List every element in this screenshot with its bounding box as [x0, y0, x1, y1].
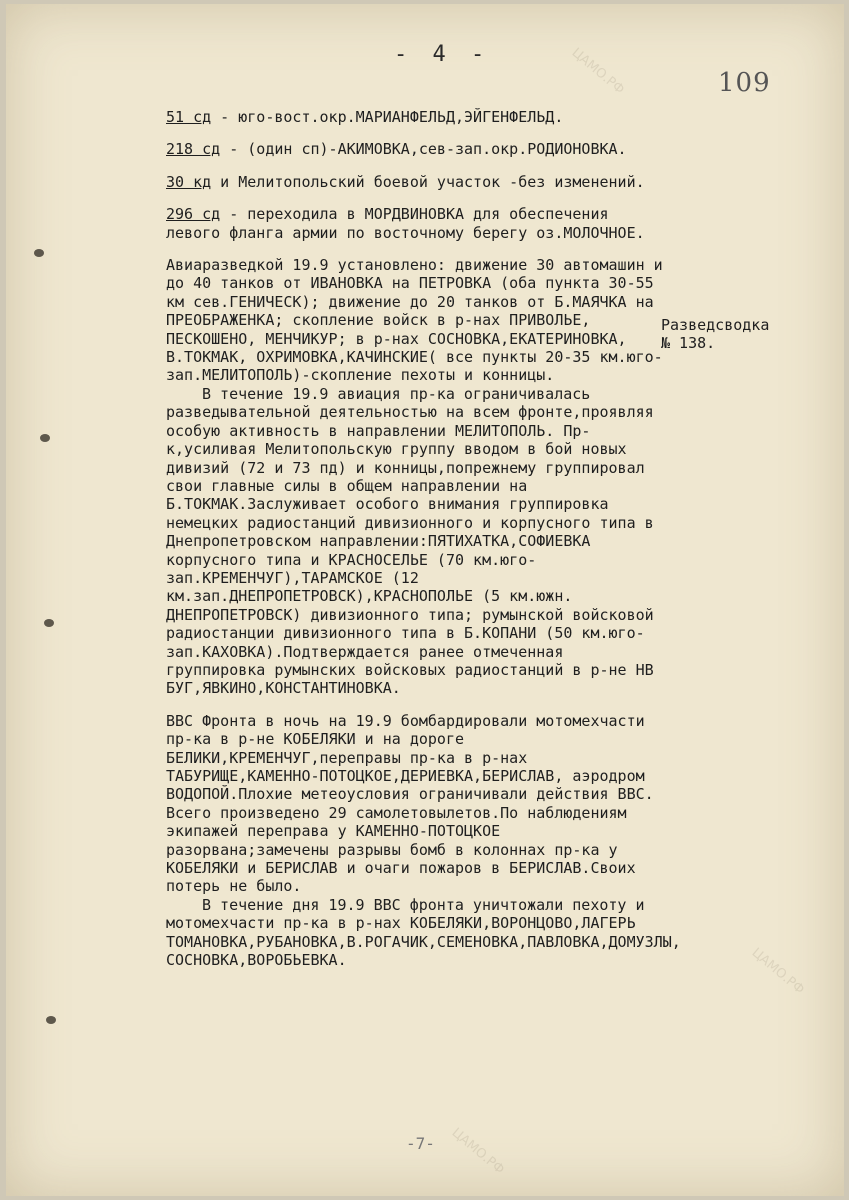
paragraph-enemy-aviation: В течение 19.9 авиация пр-ка ограничивалась разведывательной деятельностью на всем фронте,проявляя особую активность в направлении МЕЛИТОПОЛЬ. Пр-к,усиливая Мелитопольскую группу вводом в бой новых дивизий (72 и 73 пд) и конницы,попрежнему группировал свои главные силы в общем направлении на Б.ТОКМАК.Заслуживает особого внимания группировка немецких радиостанций дивизионного и корпусного типа в Днепропетровском направлении:ПЯТИХАТКА,СОФИЕВКА корпусного типа и КРАСНОСЕЛЬЕ (70 км.юго-зап.КРЕМЕНЧУГ),ТАРАМСКОЕ (12 км.зап.ДНЕПРОПЕТРОВСК),КРАСНОПОЛЬЕ (5 км.южн. ДНЕПРОПЕТРОВСК) дивизионного типа; румынской войсковой радиостанции дивизионного типа в Б.КОПАНИ (50 км.юго-зап.КАХОВКА).Подтверждается ранее отмеченная группировка румынских войсковых радиостанций в р-не НВ БУГ,ЯВКИНО,КОНСТАНТИНОВКА. — [166, 384, 654, 698]
paragraph-air-force-day: В течение дня 19.9 ВВС фронта уничтожали пехоту и мотомехчасти пр-ка в р-нах КОБЕЛЯКИ,ВОРОНЦОВО,ЛАГЕРЬ ТОМАНОВКА,РУБАНОВКА,В.РОГАЧИК,СЕМЕНОВКА,ПАВЛОВКА,ДОМУЗЛЫ, СОСНОВКА,ВОРОБЬЕВКА. — [166, 895, 681, 970]
unit-label: 30 кд — [166, 172, 212, 191]
margin-note-title: Разведсводка — [661, 316, 770, 334]
paragraph-text: - (один сп)-АКИМОВКА,сев-зап.окр.РОДИОНОВКА. — [220, 140, 627, 159]
page-number: - 4 - — [394, 42, 491, 67]
paragraph-218sd — [166, 140, 666, 158]
footer-mark: -7- — [406, 1134, 435, 1153]
paragraph-51sd — [166, 108, 666, 126]
report-body — [166, 108, 681, 983]
paragraph-text: - юго-вост.окр.МАРИАНФЕЛЬД,ЭЙГЕНФЕЛЬД. — [211, 108, 564, 126]
watermark: ЦАМО.РФ — [448, 1125, 507, 1178]
margin-note — [661, 316, 831, 352]
paragraph-air-recon: Авиаразведкой 19.9 установлено: движение 30 автомашин и до 40 танков от ИВАНОВКА на ПЕТРОВКА (оба пункта 30-55 км сев.ГЕНИЧЕСК); движение до 20 танков от Б.МАЯЧКА на ПРЕОБРАЖЕНКА; скопление войск в р-нах ПРИВОЛЬЕ, ПЕСКОШЕНО, МЕНЧИКУР; в р-нах СОСНОВКА,ЕКАТЕРИНОВКА, В.ТОКМАК, ОХРИМОВКА,КАЧИНСКИЕ( все пункты 20-35 км.юго-зап.МЕЛИТОПОЛЬ)-скопление пехоты и конницы. — [166, 256, 663, 385]
paragraph-air-force-night: ВВС Фронта в ночь на 19.9 бомбардировали мотомехчасти пр-ка в р-не КОБЕЛЯКИ и на дороге БЕЛИКИ,КРЕМЕНЧУГ,переправы пр-ка в р-нах ТАБУРИЩЕ,КАМЕННО-ПОТОЦКОЕ,ДЕРИЕВКА,БЕРИСЛАВ, аэродром ВОДОПОЙ.Плохие метеоусловия ограничивали действия ВВС. Всего произведено 29 самолетовылетов.По наблюдениям экипажей переправа у КАМЕННО-ПОТОЦКОЕ разорвана;замечены разрывы бомб в колоннах пр-ка у КОБЕЛЯКИ и БЕРИСЛАВ и очаги пожаров в БЕРИСЛАВ.Своих потерь не было. — [166, 711, 654, 896]
archive-page-number: 109 — [718, 68, 771, 98]
punch-hole-mark — [46, 1016, 56, 1024]
paragraph-296sd — [166, 205, 666, 242]
watermark: ЦАМО.РФ — [748, 945, 807, 998]
unit-label: 296 сд — [166, 205, 221, 224]
margin-note-number: № 138. — [661, 334, 716, 352]
unit-label: 51 сд — [166, 108, 212, 126]
document-page — [6, 4, 844, 1196]
punch-hole-mark — [34, 249, 44, 257]
punch-hole-mark — [40, 434, 50, 442]
unit-label: 218 сд — [166, 140, 221, 159]
paragraph-text: - переходила в МОРДВИНОВКА для обеспечения левого фланга армии по восточному берегу оз.МОЛОЧНОЕ. — [166, 205, 645, 242]
paragraph-30kd — [166, 173, 666, 191]
punch-hole-mark — [44, 619, 54, 627]
watermark: ЦАМО.РФ — [568, 45, 627, 98]
paragraph-text: и Мелитопольский боевой участок -без изменений. — [211, 172, 645, 191]
